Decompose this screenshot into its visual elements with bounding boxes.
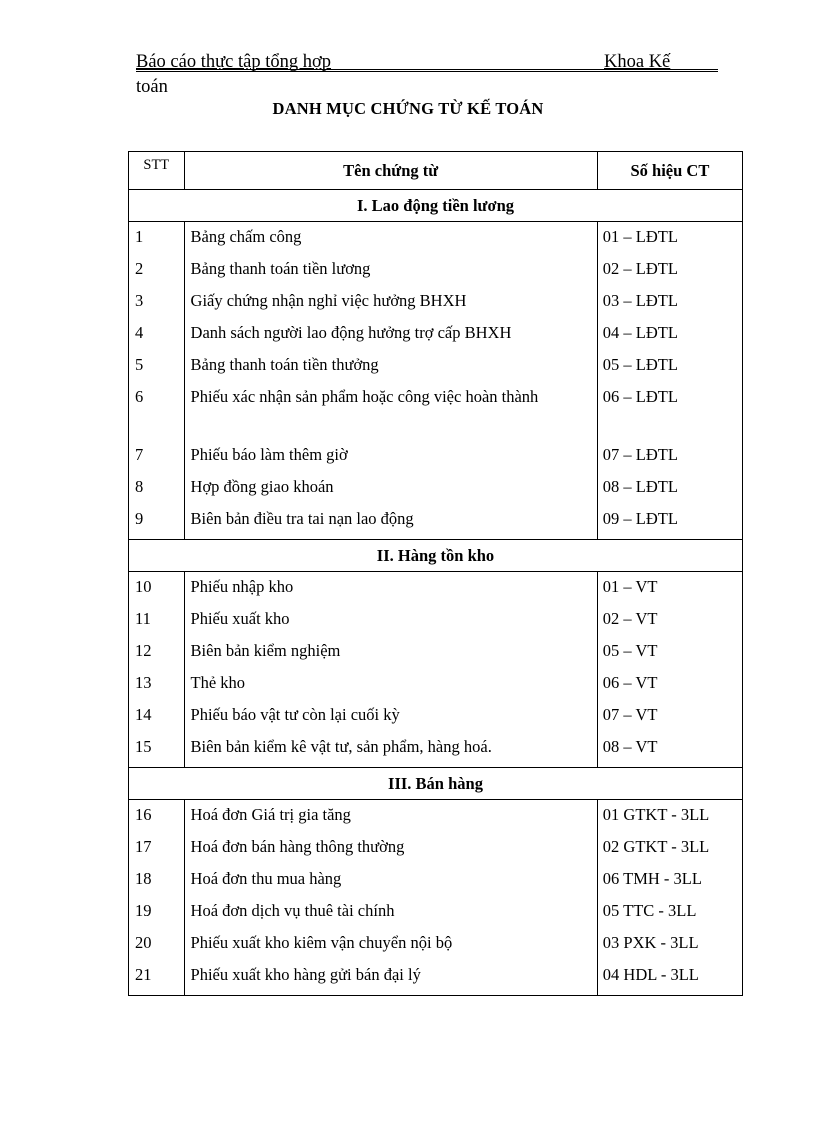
row-document-name: Biên bản điều tra tai nạn lao động (184, 507, 597, 540)
table-row (129, 222, 743, 258)
table-row (129, 835, 743, 867)
row-stt: 15 (129, 735, 185, 768)
column-header-stt: STT (129, 152, 185, 190)
row-document-name: Phiếu báo làm thêm giờ (184, 443, 597, 475)
row-document-code: 03 PXK - 3LL (597, 931, 742, 963)
row-document-name: Hoá đơn bán hàng thông thường (184, 835, 597, 867)
row-document-name: Biên bản kiểm nghiệm (184, 639, 597, 671)
table-row (129, 507, 743, 540)
table-row (129, 800, 743, 836)
row-stt: 14 (129, 703, 185, 735)
row-document-code: 05 – VT (597, 639, 742, 671)
section-header-row (129, 768, 743, 800)
row-document-name: Hoá đơn Giá trị gia tăng (184, 800, 597, 836)
row-document-name: Bảng thanh toán tiền lương (184, 257, 597, 289)
row-stt: 10 (129, 572, 185, 608)
row-document-name: Giấy chứng nhận nghỉ việc hưởng BHXH (184, 289, 597, 321)
row-document-name: Hợp đồng giao khoán (184, 475, 597, 507)
table-row (129, 289, 743, 321)
table-row (129, 385, 743, 443)
department-name-continuation: toán (136, 77, 168, 97)
row-document-code: 01 GTKT - 3LL (597, 800, 742, 836)
row-document-code: 02 – LĐTL (597, 257, 742, 289)
row-stt: 16 (129, 800, 185, 836)
table-body (129, 152, 743, 996)
row-document-name: Phiếu nhập kho (184, 572, 597, 608)
department-name: Khoa Kế (604, 52, 671, 72)
row-stt: 20 (129, 931, 185, 963)
row-stt: 19 (129, 899, 185, 931)
row-stt: 13 (129, 671, 185, 703)
row-document-code: 01 – VT (597, 572, 742, 608)
row-document-name: Danh sách người lao động hưởng trợ cấp BHXH (184, 321, 597, 353)
table-row (129, 475, 743, 507)
table-row (129, 931, 743, 963)
section-header-row (129, 540, 743, 572)
row-document-code: 04 – LĐTL (597, 321, 742, 353)
row-stt: 12 (129, 639, 185, 671)
column-header-name: Tên chứng từ (184, 152, 597, 190)
section-title: III. Bán hàng (129, 768, 743, 800)
row-document-code: 01 – LĐTL (597, 222, 742, 258)
row-stt: 4 (129, 321, 185, 353)
row-stt: 18 (129, 867, 185, 899)
row-document-code: 05 – LĐTL (597, 353, 742, 385)
row-document-name: Thẻ kho (184, 671, 597, 703)
section-header-row (129, 190, 743, 222)
row-stt: 21 (129, 963, 185, 996)
row-stt: 17 (129, 835, 185, 867)
row-document-code: 08 – VT (597, 735, 742, 768)
row-document-code: 02 GTKT - 3LL (597, 835, 742, 867)
row-stt: 3 (129, 289, 185, 321)
row-document-code: 02 – VT (597, 607, 742, 639)
table-row (129, 353, 743, 385)
row-stt: 8 (129, 475, 185, 507)
header-rule-2 (136, 71, 718, 72)
row-stt: 1 (129, 222, 185, 258)
table-row (129, 899, 743, 931)
row-document-name: Phiếu xuất kho hàng gửi bán đại lý (184, 963, 597, 996)
row-stt: 11 (129, 607, 185, 639)
row-document-code: 08 – LĐTL (597, 475, 742, 507)
table-row (129, 257, 743, 289)
section-title: II. Hàng tồn kho (129, 540, 743, 572)
report-title: Báo cáo thực tập tổng hợp (136, 52, 331, 72)
table-row (129, 321, 743, 353)
row-document-code: 06 – VT (597, 671, 742, 703)
row-stt: 2 (129, 257, 185, 289)
row-document-name: Biên bản kiểm kê vật tư, sản phẩm, hàng hoá. (184, 735, 597, 768)
row-document-code: 07 – VT (597, 703, 742, 735)
row-document-code: 05 TTC - 3LL (597, 899, 742, 931)
row-stt: 9 (129, 507, 185, 540)
table-row (129, 671, 743, 703)
row-stt: 7 (129, 443, 185, 475)
row-document-name: Phiếu báo vật tư còn lại cuối kỳ (184, 703, 597, 735)
section-title: I. Lao động tiền lương (129, 190, 743, 222)
row-document-name: Bảng chấm công (184, 222, 597, 258)
header-rule-1 (136, 69, 718, 70)
row-document-name: Phiếu xác nhận sản phẩm hoặc công việc hoàn thành (184, 385, 597, 443)
table-row (129, 867, 743, 899)
row-document-code: 06 TMH - 3LL (597, 867, 742, 899)
row-document-code: 09 – LĐTL (597, 507, 742, 540)
table-row (129, 639, 743, 671)
table-row (129, 572, 743, 608)
table-row (129, 963, 743, 996)
row-document-name: Bảng thanh toán tiền thưởng (184, 353, 597, 385)
table-header-row (129, 152, 743, 190)
row-document-name: Phiếu xuất kho (184, 607, 597, 639)
table-row (129, 735, 743, 768)
page-header (136, 50, 718, 97)
row-document-name: Phiếu xuất kho kiêm vận chuyển nội bộ (184, 931, 597, 963)
document-title: DANH MỤC CHỨNG TỪ KẾ TOÁN (272, 99, 544, 118)
row-stt: 5 (129, 353, 185, 385)
row-stt: 6 (129, 385, 185, 443)
table-row (129, 607, 743, 639)
row-document-name: Hoá đơn thu mua hàng (184, 867, 597, 899)
document-list-table (128, 151, 743, 996)
row-document-code: 07 – LĐTL (597, 443, 742, 475)
row-document-code: 03 – LĐTL (597, 289, 742, 321)
column-header-code: Số hiệu CT (597, 152, 742, 190)
table-row (129, 703, 743, 735)
row-document-code: 06 – LĐTL (597, 385, 742, 443)
row-document-name: Hoá đơn dịch vụ thuê tài chính (184, 899, 597, 931)
row-document-code: 04 HDL - 3LL (597, 963, 742, 996)
table-row (129, 443, 743, 475)
